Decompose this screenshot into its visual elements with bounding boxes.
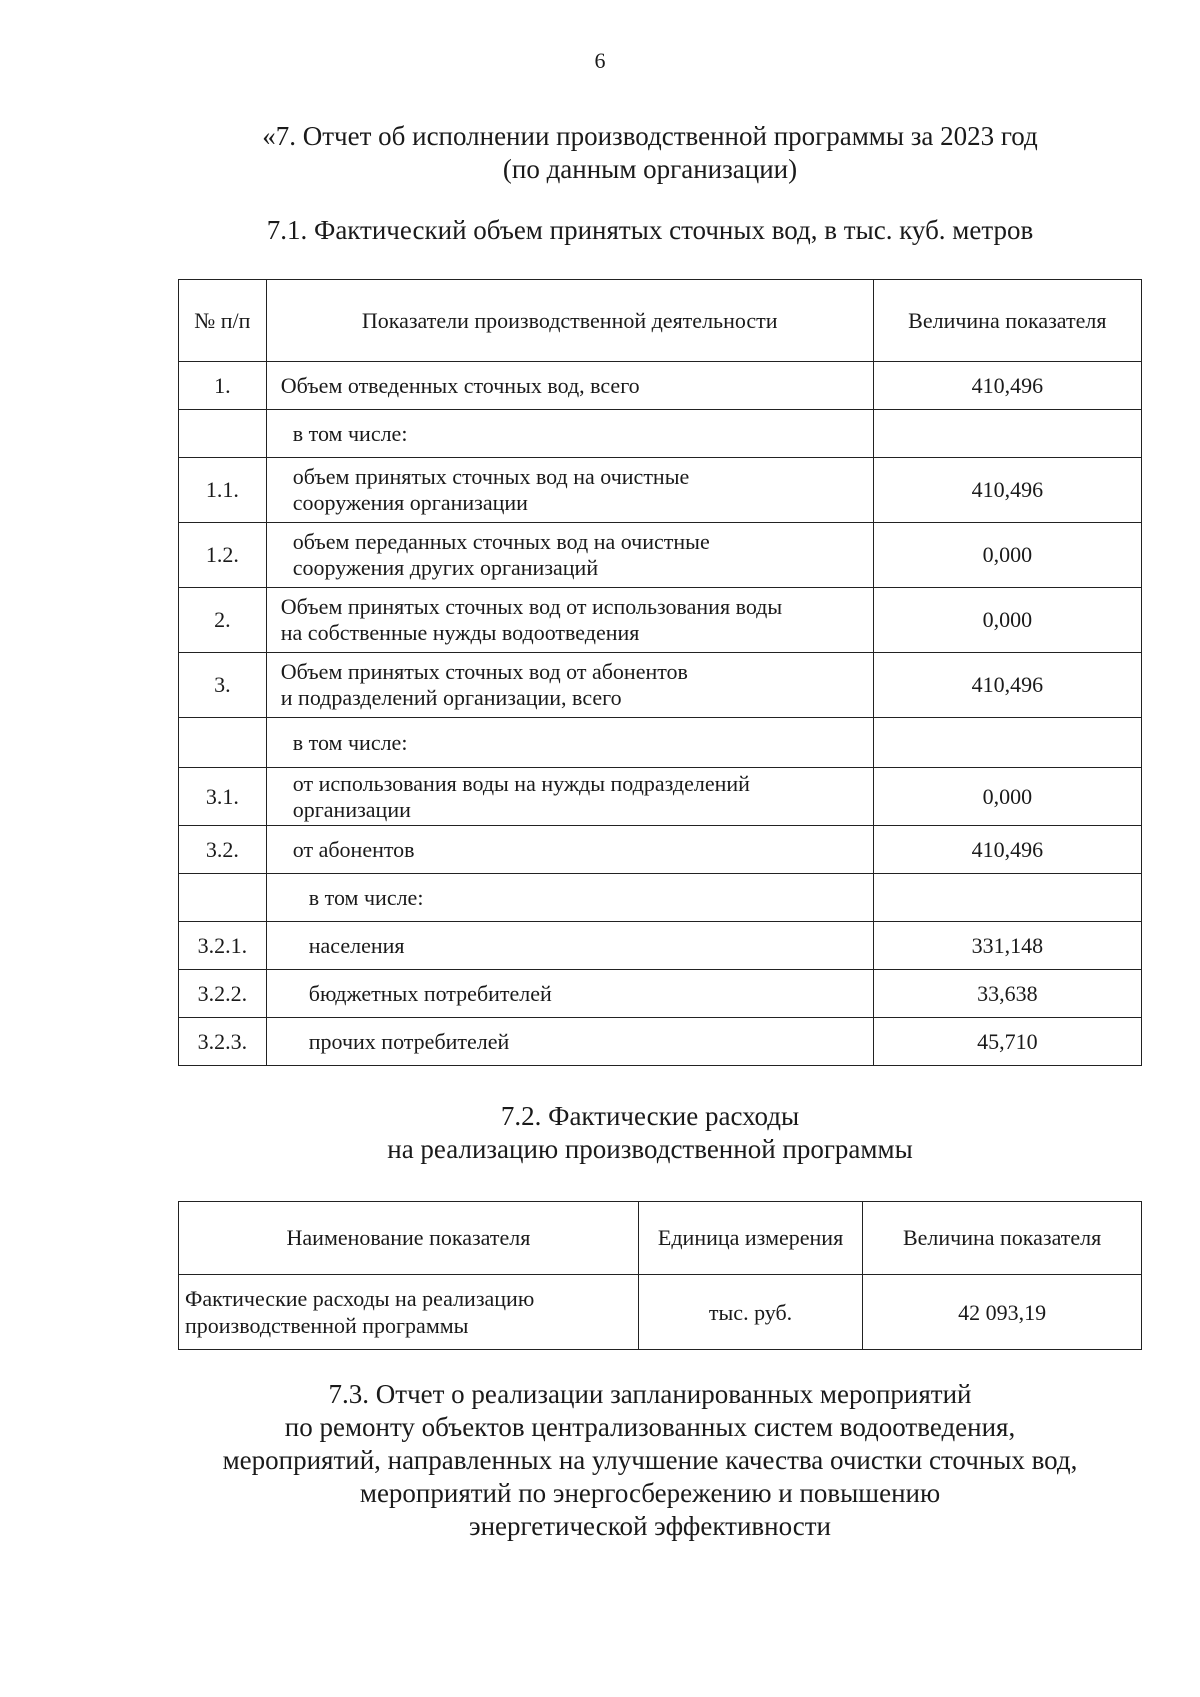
- row-num: 1.2.: [179, 523, 267, 588]
- table-row: [179, 653, 1142, 718]
- row-value: 410,496: [873, 362, 1141, 410]
- row-value: 410,496: [873, 826, 1141, 874]
- header-name: Показатели производственной деятельности: [266, 280, 873, 362]
- row-value: 0,000: [873, 523, 1141, 588]
- row-num: 3.2.3.: [179, 1018, 267, 1066]
- table-row: [179, 970, 1142, 1018]
- row-num: 3.2.2.: [179, 970, 267, 1018]
- table-row: [179, 768, 1142, 826]
- row-name: от использования воды на нужды подразделений организации: [266, 768, 873, 826]
- table-row: [179, 1275, 1142, 1350]
- header-num: № п/п: [179, 280, 267, 362]
- row-num: [179, 874, 267, 922]
- row-num: 1.: [179, 362, 267, 410]
- table-header-row: [179, 1202, 1142, 1275]
- table-row: [179, 826, 1142, 874]
- row-value: 42 093,19: [863, 1275, 1142, 1350]
- header-value: Величина показателя: [863, 1202, 1142, 1275]
- report-title-line-1: «7. Отчет об исполнении производственной программы за 2023 год: [262, 121, 1038, 151]
- section-72-title: [0, 1100, 1200, 1166]
- section-72-title-line-1: 7.2. Фактические расходы: [500, 1101, 800, 1131]
- header-name: Наименование показателя: [179, 1202, 639, 1275]
- row-name: Объем отведенных сточных вод, всего: [266, 362, 873, 410]
- row-value: 45,710: [873, 1018, 1141, 1066]
- row-value: 331,148: [873, 922, 1141, 970]
- row-num: 1.1.: [179, 458, 267, 523]
- row-value: 0,000: [873, 768, 1141, 826]
- report-title: [0, 120, 1200, 186]
- table-row: [179, 922, 1142, 970]
- row-name: Объем принятых сточных вод от абонентов и подразделений организации, всего: [266, 653, 873, 718]
- expenses-table: [178, 1201, 1142, 1350]
- row-num: [179, 410, 267, 458]
- row-value: 0,000: [873, 588, 1141, 653]
- row-value: 33,638: [873, 970, 1141, 1018]
- header-unit: Единица измерения: [638, 1202, 862, 1275]
- row-name: населения: [266, 922, 873, 970]
- row-name: в том числе:: [266, 874, 873, 922]
- section-71-title: 7.1. Фактический объем принятых сточных вод, в тыс. куб. метров: [266, 215, 1034, 245]
- row-value: 410,496: [873, 653, 1141, 718]
- table-row: [179, 874, 1142, 922]
- row-name: объем принятых сточных вод на очистные сооружения организации: [266, 458, 873, 523]
- section-72-title-line-2: на реализацию производственной программы: [387, 1134, 913, 1164]
- row-num: 3.2.: [179, 826, 267, 874]
- section-73-title-line-4: мероприятий по энергосбережению и повышению: [359, 1478, 941, 1508]
- table-row: [179, 718, 1142, 768]
- row-value: [873, 718, 1141, 768]
- page-number: 6: [594, 48, 606, 73]
- row-num: 3.1.: [179, 768, 267, 826]
- row-name: объем переданных сточных вод на очистные сооружения других организаций: [266, 523, 873, 588]
- row-name: от абонентов: [266, 826, 873, 874]
- row-num: 2.: [179, 588, 267, 653]
- row-value: [873, 410, 1141, 458]
- row-name: прочих потребителей: [266, 1018, 873, 1066]
- table-row: [179, 410, 1142, 458]
- wastewater-volume-table: [178, 279, 1142, 1066]
- section-73-title-line-2: по ремонту объектов централизованных систем водоотведения,: [284, 1412, 1016, 1442]
- table-row: [179, 588, 1142, 653]
- row-name: в том числе:: [266, 410, 873, 458]
- header-value: Величина показателя: [873, 280, 1141, 362]
- row-num: 3.: [179, 653, 267, 718]
- report-title-line-2: (по данным организации): [502, 154, 798, 184]
- table-row: [179, 523, 1142, 588]
- row-value: [873, 874, 1141, 922]
- row-name: бюджетных потребителей: [266, 970, 873, 1018]
- row-unit: тыс. руб.: [638, 1275, 862, 1350]
- table-header-row: [179, 280, 1142, 362]
- table-row: [179, 362, 1142, 410]
- section-73-title-line-5: энергетической эффективности: [469, 1511, 831, 1541]
- row-num: 3.2.1.: [179, 922, 267, 970]
- row-name: Фактические расходы на реализацию производственной программы: [179, 1275, 639, 1350]
- section-73-title-line-3: мероприятий, направленных на улучшение качества очистки сточных вод,: [222, 1445, 1078, 1475]
- table-row: [179, 458, 1142, 523]
- row-name: Объем принятых сточных вод от использования воды на собственные нужды водоотведения: [266, 588, 873, 653]
- section-73-title-line-1: 7.3. Отчет о реализации запланированных мероприятий: [328, 1379, 972, 1409]
- row-value: 410,496: [873, 458, 1141, 523]
- row-name: в том числе:: [266, 718, 873, 768]
- section-73-title: [0, 1378, 1200, 1543]
- row-num: [179, 718, 267, 768]
- table-row: [179, 1018, 1142, 1066]
